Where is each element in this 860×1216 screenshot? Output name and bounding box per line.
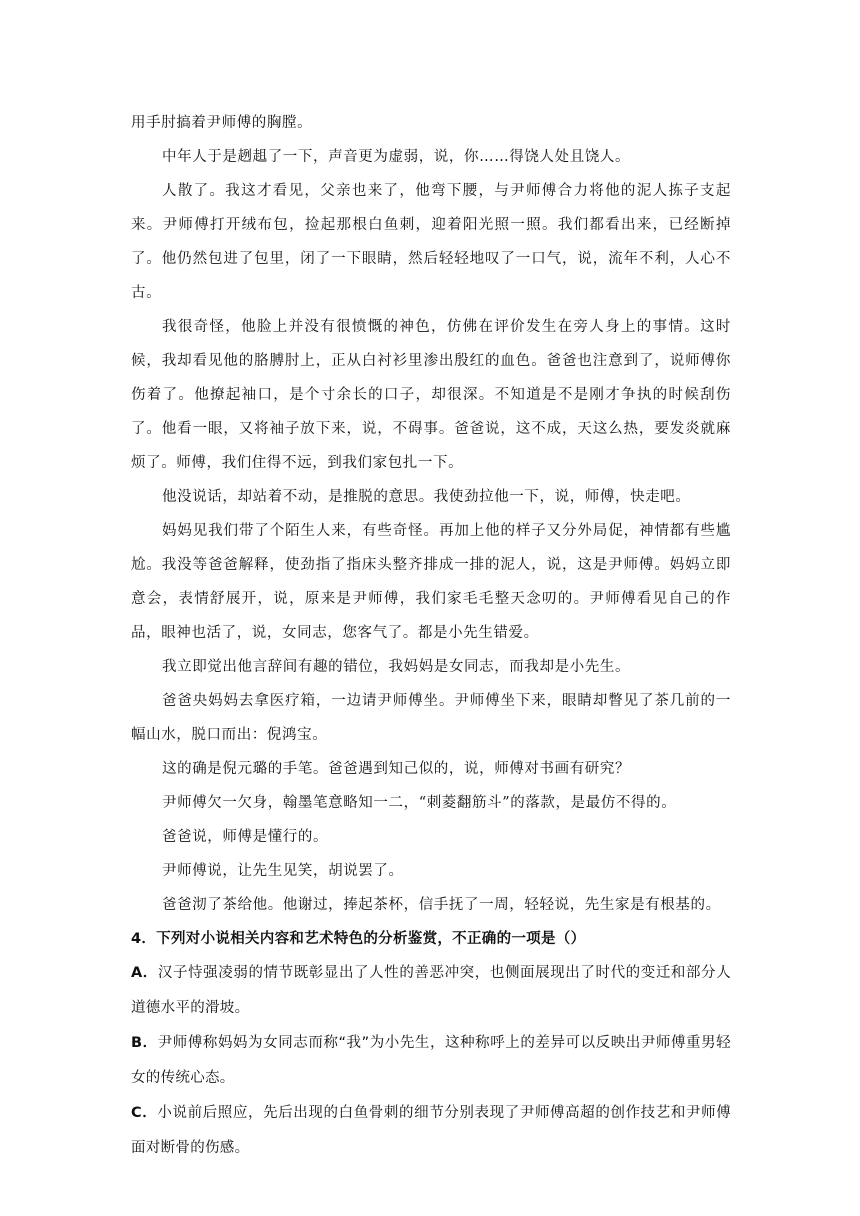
question-4	[131, 922, 731, 1166]
option-text: 小说前后照应，先后出现的白鱼骨刺的细节分别表现了尹师傅高超的创作技艺和尹师傅面对断骨的伤感。	[131, 1105, 731, 1156]
answer-option-c	[131, 1096, 731, 1166]
passage-paragraph: 中年人于是趔趄了一下，声音更为虚弱，说，你……得饶人处且饶人。	[162, 149, 631, 165]
answer-option-b	[131, 1026, 731, 1096]
option-text: 尹师傅称妈妈为女同志而称“我”为小先生，这种称呼上的差异可以反映出尹师傅重男轻女的传统心态。	[131, 1035, 731, 1086]
passage-paragraph: 我很奇怪，他脸上并没有很愤慨的神色，仿佛在评价发生在旁人身上的事情。这时候，我却看见他的胳膊肘上，正从白衬衫里渗出殷红的血色。爸爸也注意到了，说师傅你伤着了。他撩起袖口，是个寸余长的口子，却很深。不知道是不是刚才争执的时候刮伤了。他看一眼，又将袖子放下来，说，不碍事。爸爸说，这不成，天这么热，要发炎就麻烦了。师傅，我们住得不远，到我们家包扎一下。	[131, 319, 731, 471]
passage-paragraph: 爸爸央妈妈去拿医疗箱，一边请尹师傅坐。尹师傅坐下来，眼睛却瞥见了茶几前的一幅山水，脱口而出：倪鸿宝。	[131, 693, 731, 743]
passage-paragraph: 人散了。我这才看见，父亲也来了，他弯下腰，与尹师傅合力将他的泥人拣子支起来。尹师傅打开绒布包，捡起那根白鱼刺，迎着阳光照一照。我们都看出来，已经断掉了。他仍然包进了包里，闭了一下眼睛，然后轻轻地叹了一口气，说，流年不利，人心不古。	[131, 183, 731, 301]
option-letter: A．	[131, 965, 158, 981]
passage-paragraph: 尹师傅欠一欠身，翰墨笔意略知一二，“刺菱翻筋斗”的落款，是最仿不得的。	[162, 795, 677, 811]
document-body	[131, 106, 731, 1166]
answer-option-a	[131, 956, 731, 1026]
option-text: 汉子恃强凌弱的情节既彰显出了人性的善恶冲突，也侧面展现出了时代的变迁和部分人道德水平的滑坡。	[131, 965, 731, 1016]
passage-paragraph: 尹师傅说，让先生见笑，胡说罢了。	[162, 863, 404, 879]
option-letter: C．	[131, 1105, 158, 1121]
passage-paragraph: 他没说话，却站着不动，是推脱的意思。我使劲拉他一下，说，师傅，快走吧。	[162, 489, 691, 505]
option-letter: B．	[131, 1035, 158, 1051]
passage-paragraph: 妈妈见我们带了个陌生人来，有些奇怪。再加上他的样子又分外局促，神情都有些尴尬。我没等爸爸解释，使劲指了指床头整齐排成一排的泥人，说，这是尹师傅。妈妈立即意会，表情舒展开，说，原来是尹师傅，我们家毛毛整天念叨的。尹师傅看见自己的作品，眼神也活了，说，女同志，您客气了。都是小先生错爱。	[131, 523, 731, 641]
passage-paragraph: 我立即觉出他言辞间有趣的错位，我妈妈是女同志，而我却是小先生。	[162, 659, 631, 675]
passage-paragraph: 爸爸说，师傅是懂行的。	[162, 829, 329, 845]
question-stem: 4．下列对小说相关内容和艺术特色的分析鉴赏，不正确的一项是（）	[131, 931, 586, 947]
passage-paragraph: 爸爸沏了茶给他。他谢过，捧起茶杯，信手抚了一周，轻轻说，先生家是有根基的。	[162, 897, 721, 913]
passage-paragraph: 用手肘搞着尹师傅的胸膛。	[131, 115, 313, 131]
passage-paragraph: 这的确是倪元璐的手笔。爸爸遇到知己似的，说，师傅对书画有研究？	[162, 761, 631, 777]
passage	[131, 106, 731, 922]
